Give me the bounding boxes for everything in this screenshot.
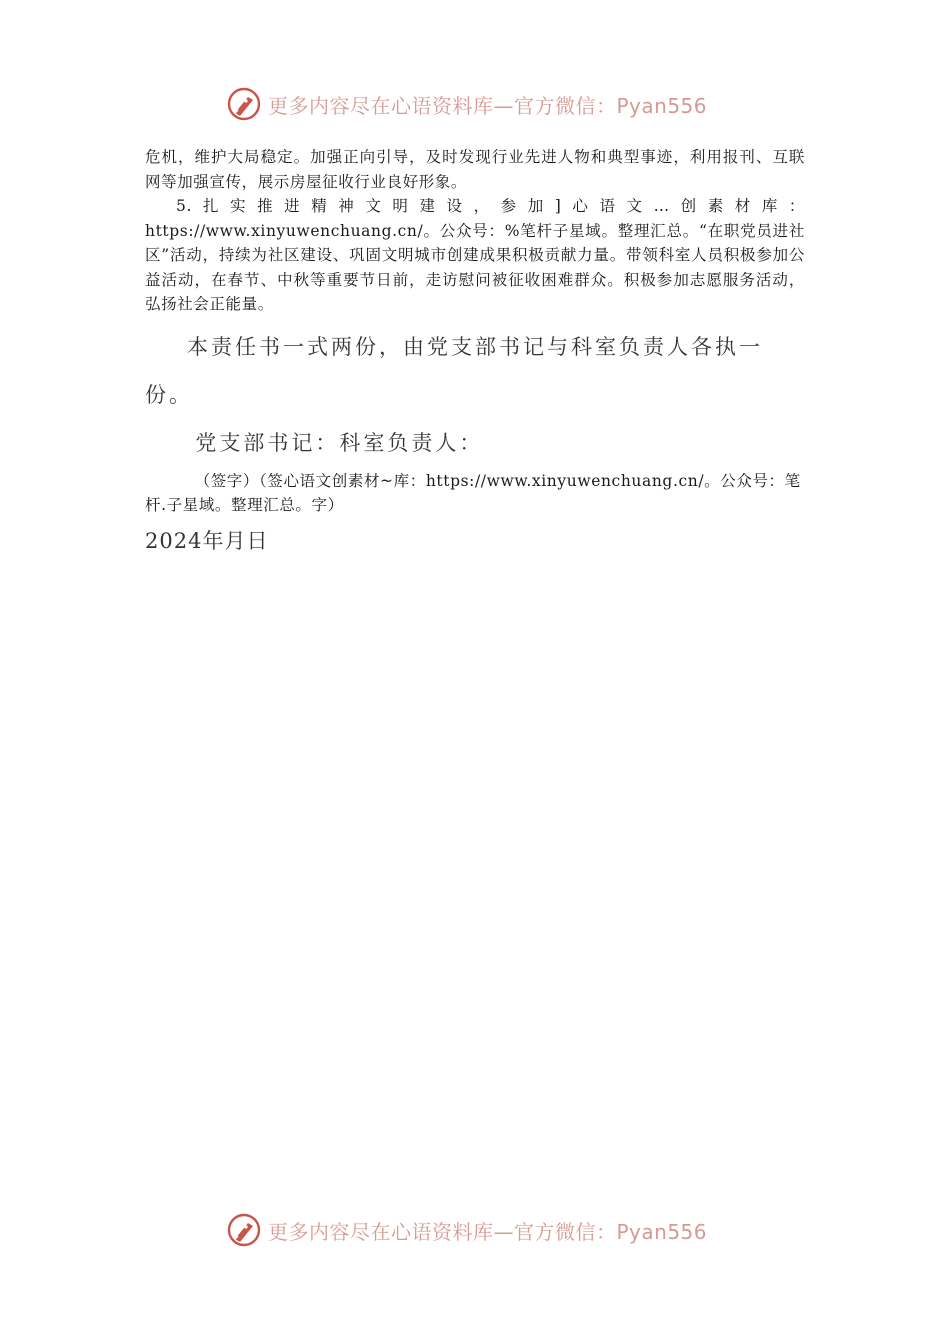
footer-banner [226, 1210, 707, 1250]
paragraph-continuation: 危机，维护大局稳定。加强正向引导，及时发现行业先进人物和典型事迹，利用报刊、互联网等加强宣传，展示房屋征收行业良好形象。 [145, 148, 805, 191]
header-banner [226, 84, 707, 124]
pen-nib-circle-icon [226, 1212, 262, 1248]
paragraph-copies: 本责任书一式两份，由党支部书记与科室负责人各执一份。 [145, 334, 763, 407]
paragraph-item-5: 5.扎实推进精神文明建设，参加]心语文…创素材库：https://www.xinyuwenchuang.cn/。公众号：%笔杆子星域。整理汇总。“在职党员进社区”活动，持续为社区建设、巩固文明城市创建成果积极贡献力量。带领科室人员积极参加公益活动，在春节、中秋等重要节日前，走访慰问被征收困难群众。积极参加志愿服务活动，弘扬社会正能量。 [145, 197, 805, 313]
document-date: 2024年月日 [145, 528, 269, 553]
document-body [145, 145, 805, 556]
signature-note-text: （签字）（签心语文创素材~库：https://www.xinyuwenchuang.cn/。公众号：笔杆.子星域。整理汇总。字） [145, 471, 801, 514]
footer-banner-text: 更多内容尽在心语资料库—官方微信：Pyan556 [268, 1219, 708, 1244]
header-banner-text: 更多内容尽在心语资料库—官方微信：Pyan556 [268, 93, 708, 118]
pen-nib-circle-icon [226, 86, 262, 122]
signatories-line: 党支部书记：科室负责人： [195, 430, 484, 455]
signature-note [145, 469, 805, 518]
